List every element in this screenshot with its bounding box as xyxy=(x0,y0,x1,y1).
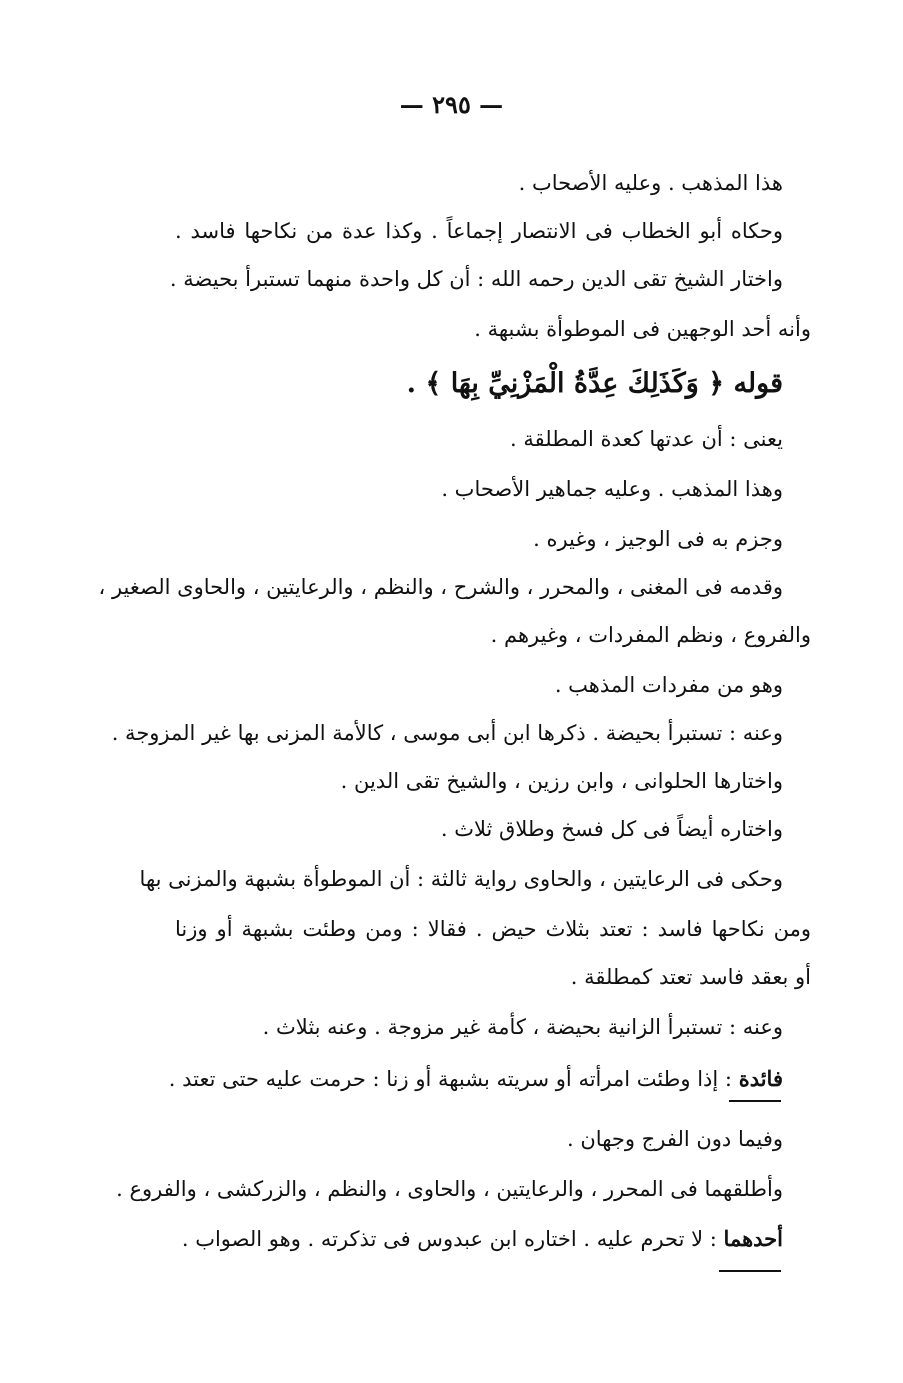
text-line: هذا المذهب . وعليه الأصحاب . xyxy=(518,171,783,195)
text-line: وقدمه فى المغنى ، والمحرر ، والشرح ، والنظم ، والرعايتين ، والحاوى الصغير ، xyxy=(98,575,783,599)
text-line: واختار الشيخ تقى الدين رحمه الله : أن كل واحدة منهما تستبرأ بحيضة . xyxy=(169,267,783,291)
text-line: وجزم به فى الوجيز ، وغيره . xyxy=(533,527,783,551)
text-line: وحكاه أبو الخطاب فى الانتصار إجماعاً . وكذا عدة من نكاحها فاسد . xyxy=(175,219,783,243)
text-line: وحكى فى الرعايتين ، والحاوى رواية ثالثة : أن الموطوأة بشبهة والمزنى بها xyxy=(139,867,783,891)
text-line: أو بعقد فاسد تعتد كمطلقة . xyxy=(570,965,811,989)
text-line: وأطلقهما فى المحرر ، والرعايتين ، والحاوى ، والنظم ، والزركشى ، والفروع . xyxy=(116,1177,783,1201)
lead-word: فائدة xyxy=(738,1066,783,1091)
text-line: وهو من مفردات المذهب . xyxy=(554,673,783,697)
text-line: والفروع ، ونظم المفردات ، وغيرهم . xyxy=(490,623,811,647)
lead-word-underline xyxy=(729,1100,781,1102)
text-line: وفيما دون الفرج وجهان . xyxy=(567,1127,783,1151)
text-line: فائدة : إذا وطئت امرأته أو سريته بشبهة أو زنا : حرمت عليه حتى تعتد . xyxy=(168,1066,783,1091)
text-line: وعنه : تستبرأ بحيضة . ذكرها ابن أبى موسى ، كالأمة المزنى بها غير المزوجة . xyxy=(111,721,783,745)
page-number: — ٢٩٥ — xyxy=(399,90,504,119)
quran-verse-line xyxy=(175,364,783,404)
verse-text: ﴿ وَكَذَلِكَ عِدَّةُ الْمَزْنِيِّ بِهَا ﴾ . xyxy=(406,368,725,399)
lead-word: أحدهما xyxy=(723,1226,783,1251)
text-line: ومن نكاحها فاسد : تعتد بثلاث حيض . فقالا : ومن وطئت بشبهة أو وزنا xyxy=(175,917,811,941)
text-line: واختارها الحلوانى ، وابن رزين ، والشيخ تقى الدين . xyxy=(340,769,783,793)
text-line: يعنى : أن عدتها كعدة المطلقة . xyxy=(510,427,783,451)
text-line: وعنه : تستبرأ الزانية بحيضة ، كأمة غير مزوجة . وعنه بثلاث . xyxy=(262,1015,783,1039)
text-line: أحدهما : لا تحرم عليه . اختاره ابن عبدوس فى تذكرته . وهو الصواب . xyxy=(181,1226,783,1251)
text-line: واختاره أيضاً فى كل فسخ وطلاق ثلاث . xyxy=(440,817,783,841)
text-line: وأنه أحد الوجهين فى الموطوأة بشبهة . xyxy=(474,317,811,341)
verse-prefix: قوله xyxy=(733,368,783,399)
text-line: وهذا المذهب . وعليه جماهير الأصحاب . xyxy=(441,477,783,501)
lead-word-underline xyxy=(719,1270,781,1272)
